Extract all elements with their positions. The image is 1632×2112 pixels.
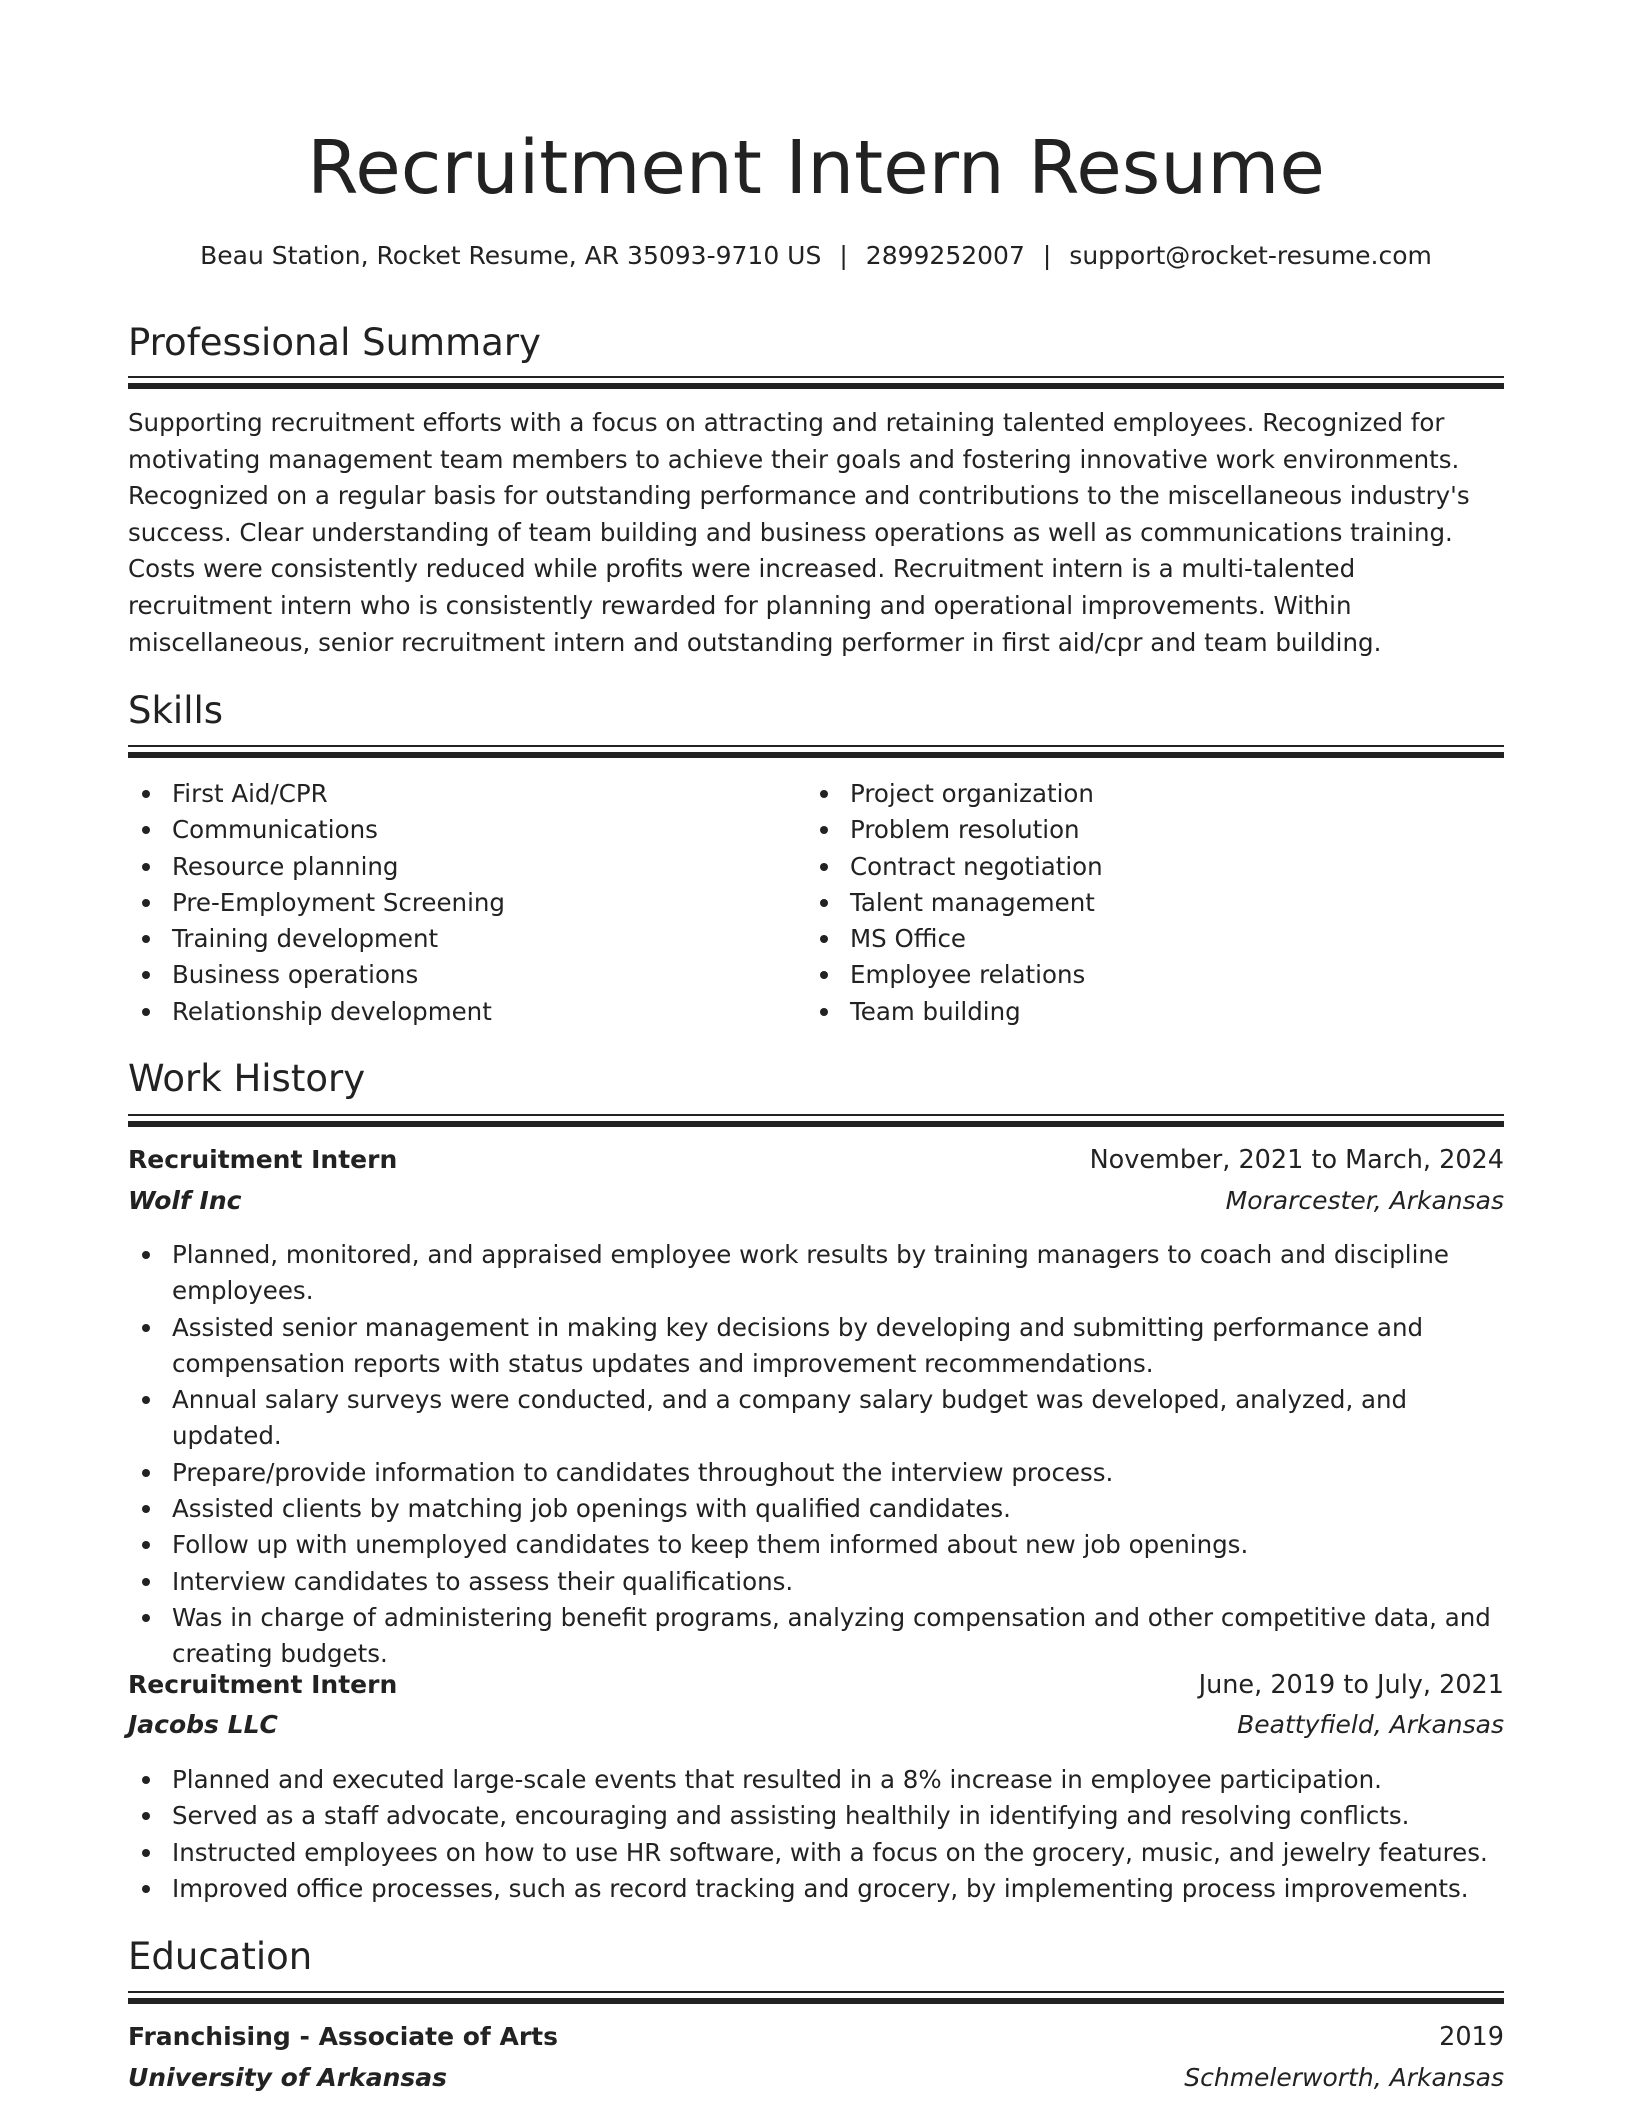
- skill-item: First Aid/CPR: [128, 776, 788, 812]
- education-subheader: [128, 2063, 1504, 2092]
- skills-list-left: [128, 776, 788, 1030]
- job-bullet: Improved office processes, such as record tracking and grocery, by implementing process improvements.: [128, 1871, 1504, 1907]
- job-header: [128, 1670, 1504, 1700]
- contact-email: support@rocket-resume.com: [1069, 241, 1432, 270]
- education-year: 2019: [1439, 2022, 1504, 2052]
- section-divider: [128, 745, 1504, 758]
- skills-list-right: [806, 776, 1466, 1030]
- education-school: University of Arkansas: [128, 2063, 448, 2092]
- skill-item: Relationship development: [128, 994, 788, 1030]
- skill-item: Employee relations: [806, 957, 1466, 993]
- job-dates: June, 2019 to July, 2021: [1198, 1670, 1504, 1700]
- job-bullet: Planned and executed large-scale events that resulted in a 8% increase in employee participation.: [128, 1762, 1504, 1798]
- resume-title: Recruitment Intern Resume: [307, 125, 1325, 211]
- job-bullet: Prepare/provide information to candidates throughout the interview process.: [128, 1455, 1504, 1491]
- skill-item: Problem resolution: [806, 812, 1466, 848]
- job-bullet: Interview candidates to assess their qualifications.: [128, 1564, 1504, 1600]
- contact-separator: |: [839, 241, 848, 270]
- job-bullet: Follow up with unemployed candidates to keep them informed about new job openings.: [128, 1527, 1504, 1563]
- skill-item: Project organization: [806, 776, 1466, 812]
- job-location: Beattyfield, Arkansas: [1237, 1710, 1504, 1739]
- contact-address: Beau Station, Rocket Resume, AR 35093-9710 US: [200, 241, 822, 270]
- job-bullet: Instructed employees on how to use HR software, with a focus on the grocery, music, and jewelry features.: [128, 1835, 1504, 1871]
- job-location: Morarcester, Arkansas: [1225, 1186, 1504, 1215]
- skill-item: Resource planning: [128, 849, 788, 885]
- contact-separator: |: [1042, 241, 1052, 270]
- skill-item: Team building: [806, 994, 1466, 1030]
- section-divider: [128, 1114, 1504, 1127]
- summary-heading: Professional Summary: [128, 321, 541, 364]
- skill-item: Talent management: [806, 885, 1466, 921]
- education-degree: Franchising - Associate of Arts: [128, 2022, 559, 2051]
- section-divider: [128, 1991, 1504, 2004]
- contact-line: [128, 238, 1504, 274]
- job-bullet: Planned, monitored, and appraised employee work results by training managers to coach and discipline employees.: [128, 1237, 1504, 1310]
- skill-item: Contract negotiation: [806, 849, 1466, 885]
- job-title: Recruitment Intern: [128, 1145, 398, 1174]
- job-header: [128, 1145, 1504, 1175]
- section-divider: [128, 376, 1504, 389]
- education-heading: Education: [128, 1935, 313, 1978]
- job-company: Jacobs LLC: [128, 1710, 278, 1739]
- job-bullet: Was in charge of administering benefit programs, analyzing compensation and other competitive data, and creating budgets.: [128, 1600, 1504, 1673]
- skill-item: Pre-Employment Screening: [128, 885, 788, 921]
- job-bullet: Served as a staff advocate, encouraging and assisting healthily in identifying and resolving conflicts.: [128, 1798, 1504, 1834]
- job-title: Recruitment Intern: [128, 1670, 398, 1699]
- education-location: Schmelerworth, Arkansas: [1184, 2063, 1504, 2092]
- work-heading: Work History: [128, 1057, 366, 1100]
- job-bullet: Assisted clients by matching job openings with qualified candidates.: [128, 1491, 1504, 1527]
- skill-item: Training development: [128, 921, 788, 957]
- job-subheader: [128, 1186, 1504, 1215]
- job-bullet: Annual salary surveys were conducted, and a company salary budget was developed, analyzed, and updated.: [128, 1382, 1504, 1455]
- job-subheader: [128, 1710, 1504, 1739]
- skill-item: Business operations: [128, 957, 788, 993]
- job-company: Wolf Inc: [128, 1186, 242, 1215]
- job-bullets: [128, 1237, 1504, 1673]
- education-header: [128, 2022, 1504, 2052]
- skill-item: MS Office: [806, 921, 1466, 957]
- skill-item: Communications: [128, 812, 788, 848]
- job-bullets: [128, 1762, 1504, 1907]
- job-dates: November, 2021 to March, 2024: [1089, 1145, 1504, 1175]
- contact-phone: 2899252007: [865, 241, 1025, 270]
- summary-text: Supporting recruitment efforts with a focus on attracting and retaining talented employees. Recognized for motivating management team members to achieve their goals and fostering innovative work environments. Recognized on a regular basis for outstanding performance and contributions to the miscellaneous industry's success. Clear understanding of team building and business operations as well as communications training. Costs were consistently reduced while profits were increased. Recruitment intern is a multi-talented recruitment intern who is consistently rewarded for planning and operational improvements. Within miscellaneous, senior recruitment intern and outstanding performer in first aid/cpr and team building.: [128, 408, 1470, 657]
- job-bullet: Assisted senior management in making key decisions by developing and submitting performance and compensation reports with status updates and improvement recommendations.: [128, 1310, 1504, 1383]
- skills-heading: Skills: [128, 689, 224, 732]
